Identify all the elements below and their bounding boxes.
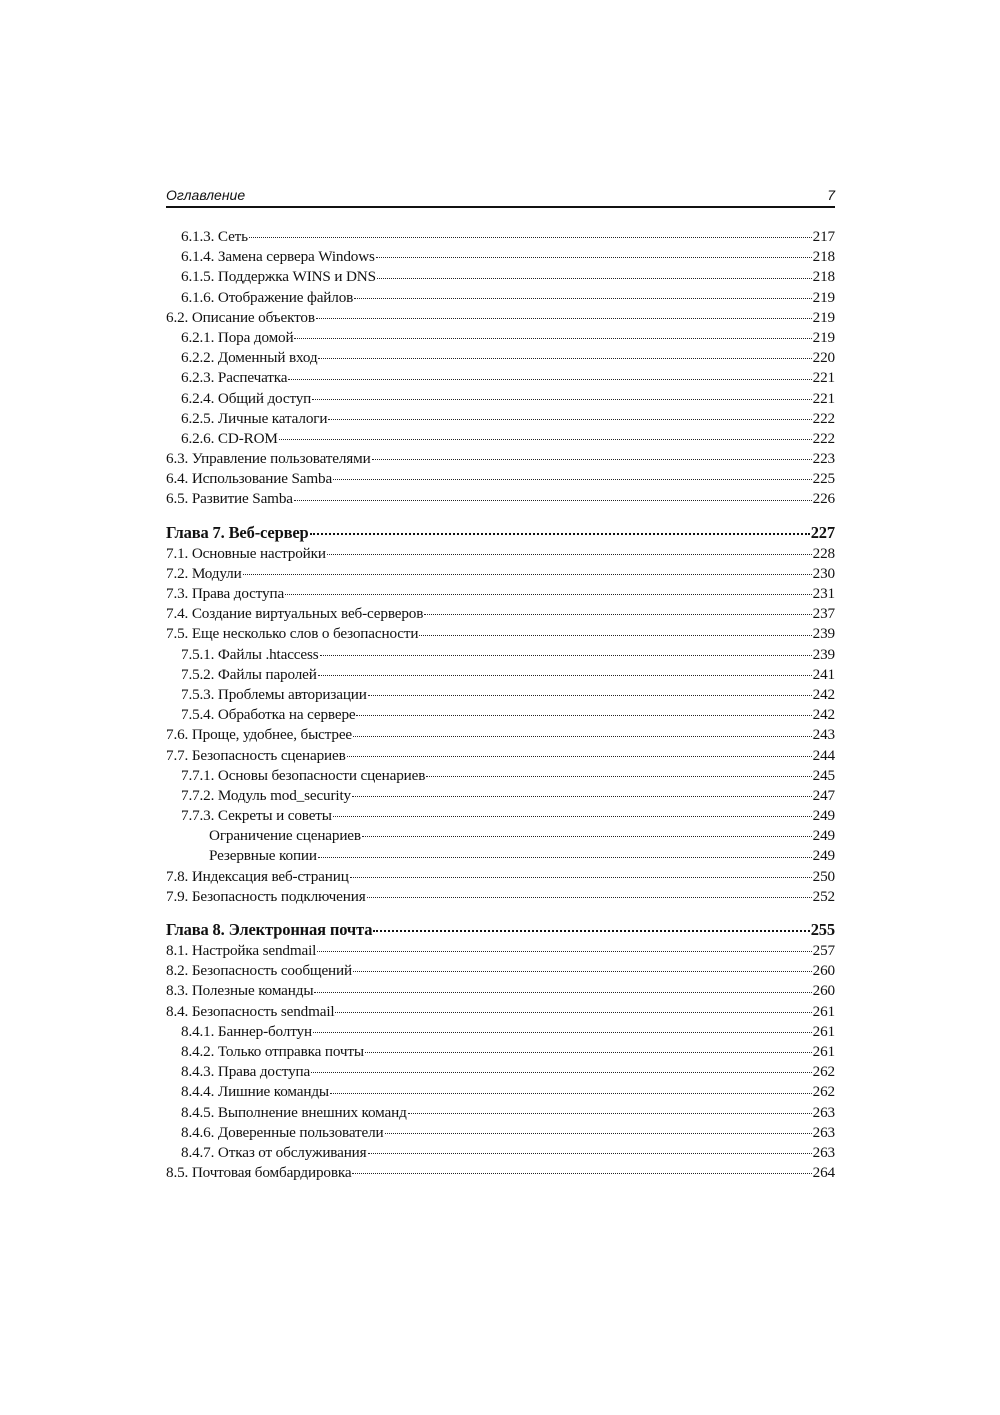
- toc-entry-page-number: 263: [812, 1143, 835, 1161]
- toc-entry-title: 8.5. Почтовая бомбардировка: [166, 1164, 352, 1182]
- toc-entry-page-number: 242: [812, 706, 835, 724]
- toc-entry-page-number: 239: [812, 645, 835, 663]
- toc-entry-page-number: 225: [812, 470, 835, 488]
- toc-entry-title: 6.4. Использование Samba: [166, 470, 333, 488]
- toc-chapter-entry[interactable]: [166, 522, 835, 544]
- toc-entry-title: 6.2.5. Личные каталоги: [181, 409, 328, 427]
- toc-entry-page-number: 257: [812, 942, 835, 959]
- dot-leader: [330, 1091, 812, 1094]
- toc-entry-title: 6.2.2. Доменный вход: [181, 349, 318, 367]
- dot-leader: [317, 949, 811, 952]
- dot-leader: [377, 276, 812, 279]
- toc-subsection-entry[interactable]: [166, 288, 835, 308]
- toc-entry-page-number: 237: [812, 605, 835, 623]
- toc-entry-page-number: 261: [812, 1042, 835, 1060]
- toc-subsection-entry[interactable]: [166, 368, 835, 388]
- dot-leader: [372, 457, 812, 460]
- toc-entry-title: 8.4.4. Лишние команды: [181, 1083, 329, 1101]
- toc-entry-title: 8.4. Безопасность sendmail: [166, 1002, 335, 1020]
- toc-entry-title: Резервные копии: [209, 847, 317, 865]
- dot-leader: [333, 814, 812, 817]
- toc-entry-title: 7.5.4. Обработка на сервере: [181, 706, 356, 724]
- dot-leader: [347, 754, 812, 757]
- toc-entry-page-number: 220: [812, 349, 835, 367]
- dot-leader: [318, 356, 811, 359]
- toc-entry-title: 7.7.3. Секреты и советы: [181, 807, 332, 825]
- toc-entry-page-number: 245: [812, 766, 835, 784]
- toc-entry-title: 7.9. Безопасность подключения: [166, 887, 366, 905]
- toc-subsection-entry[interactable]: [166, 328, 835, 348]
- toc-entry-page-number: 260: [812, 982, 835, 1000]
- dot-leader: [408, 1111, 812, 1114]
- dot-leader: [328, 417, 811, 420]
- toc-entry-page-number: 226: [812, 490, 835, 508]
- toc-entry-title: 7.3. Права доступа: [166, 585, 285, 602]
- toc-entry-title: 7.5.2. Файлы паролей: [181, 665, 317, 683]
- table-of-contents: [166, 227, 835, 1183]
- dot-leader: [368, 1151, 812, 1154]
- toc-entry-page-number: 228: [812, 544, 835, 562]
- toc-entry-title: 7.6. Проще, удобнее, быстрее: [166, 726, 353, 744]
- dot-leader: [288, 377, 811, 380]
- dot-leader: [426, 774, 811, 777]
- toc-section-entry[interactable]: [166, 489, 835, 509]
- toc-entry-title: 8.3. Полезные команды: [166, 982, 314, 1000]
- toc-entry-title: 7.5.3. Проблемы авторизации: [181, 685, 367, 703]
- toc-section-entry[interactable]: [166, 624, 835, 644]
- dot-leader: [313, 1030, 812, 1033]
- toc-entry-title: 6.1.5. Поддержка WINS и DNS: [181, 268, 376, 286]
- toc-subsection-entry[interactable]: [166, 429, 835, 449]
- running-head-page-number: 7: [827, 187, 835, 203]
- toc-entry-page-number: 249: [812, 827, 835, 845]
- toc-entry-title: 6.2.4. Общий доступ: [181, 389, 312, 407]
- toc-subsection-entry[interactable]: [166, 1062, 835, 1082]
- toc-subsection-entry[interactable]: [166, 766, 835, 786]
- toc-subsection-entry[interactable]: [166, 409, 835, 429]
- toc-subsection-entry[interactable]: [166, 267, 835, 287]
- dot-leader: [352, 794, 812, 797]
- toc-entry-page-number: 217: [812, 228, 835, 245]
- toc-subsection-entry[interactable]: [166, 665, 835, 685]
- toc-entry-title: 7.7.2. Модуль mod_security: [181, 786, 351, 804]
- toc-section-entry[interactable]: [166, 1163, 835, 1183]
- toc-subsection-entry[interactable]: [166, 705, 835, 725]
- toc-subsection-entry[interactable]: [166, 1103, 835, 1123]
- toc-entry-title: 8.4.3. Права доступа: [181, 1063, 311, 1081]
- toc-entry-title: 8.1. Настройка sendmail: [166, 942, 317, 959]
- dot-leader: [318, 673, 812, 676]
- running-head-title: Оглавление: [166, 187, 246, 203]
- toc-entry-page-number: 222: [812, 409, 835, 427]
- dot-leader: [385, 1131, 812, 1134]
- toc-entry-page-number: 262: [812, 1063, 835, 1081]
- dot-leader: [311, 1070, 812, 1073]
- toc-entry-title: 7.5.1. Файлы .htaccess: [181, 645, 319, 663]
- toc-section-entry[interactable]: [166, 544, 835, 564]
- dot-leader: [419, 633, 811, 636]
- toc-subsection-entry[interactable]: [166, 645, 835, 665]
- toc-section-entry[interactable]: [166, 469, 835, 489]
- toc-entry-title: 6.2.6. CD-ROM: [181, 429, 278, 447]
- toc-section-entry[interactable]: [166, 584, 835, 604]
- toc-subsection-entry[interactable]: [166, 227, 835, 247]
- toc-subsubsection-entry[interactable]: [166, 846, 835, 866]
- dot-leader: [367, 895, 812, 898]
- dot-leader: [310, 531, 810, 535]
- dot-leader: [365, 1050, 812, 1053]
- toc-entry-title: 6.2. Описание объектов: [166, 308, 315, 326]
- toc-entry-page-number: 231: [812, 585, 835, 602]
- dot-leader: [350, 875, 812, 878]
- toc-entry-page-number: 264: [812, 1164, 835, 1182]
- dot-leader: [424, 612, 811, 615]
- toc-section-entry[interactable]: [166, 308, 835, 328]
- toc-section-entry[interactable]: [166, 887, 835, 907]
- toc-entry-page-number: 249: [812, 807, 835, 825]
- toc-entry-page-number: 263: [812, 1103, 835, 1121]
- toc-section-entry[interactable]: [166, 981, 835, 1001]
- dot-leader: [279, 437, 812, 440]
- toc-entry-title: Глава 8. Электронная почта: [166, 920, 373, 939]
- toc-section-entry[interactable]: [166, 746, 835, 766]
- toc-entry-page-number: 260: [812, 962, 835, 980]
- toc-subsection-entry[interactable]: [166, 1143, 835, 1163]
- toc-section-entry[interactable]: [166, 1002, 835, 1022]
- toc-entry-page-number: 218: [812, 268, 835, 286]
- toc-entry-page-number: 242: [812, 685, 835, 703]
- toc-entry-page-number: 244: [812, 746, 835, 764]
- toc-entry-title: 7.8. Индексация веб-страниц: [166, 867, 349, 885]
- toc-entry-page-number: 239: [812, 625, 835, 643]
- toc-entry-title: 8.2. Безопасность сообщений: [166, 962, 352, 980]
- toc-entry-title: 7.2. Модули: [166, 564, 242, 582]
- toc-subsection-entry[interactable]: [166, 389, 835, 409]
- toc-subsection-entry[interactable]: [166, 806, 835, 826]
- toc-entry-page-number: 222: [812, 429, 835, 447]
- toc-entry-title: 8.4.7. Отказ от обслуживания: [181, 1143, 367, 1161]
- toc-subsection-entry[interactable]: [166, 1022, 835, 1042]
- toc-entry-title: 8.4.5. Выполнение внешних команд: [181, 1103, 407, 1121]
- toc-entry-title: 7.1. Основные настройки: [166, 544, 326, 562]
- toc-entry-page-number: 221: [812, 369, 835, 387]
- dot-leader: [362, 834, 812, 837]
- toc-subsection-entry[interactable]: [166, 1082, 835, 1102]
- toc-subsection-entry[interactable]: [166, 247, 835, 267]
- dot-leader: [314, 990, 811, 993]
- dot-leader: [312, 397, 811, 400]
- dot-leader: [249, 235, 812, 238]
- toc-subsubsection-entry[interactable]: [166, 826, 835, 846]
- toc-section-entry[interactable]: [166, 941, 835, 961]
- dot-leader: [327, 552, 812, 555]
- toc-entry-page-number: 227: [810, 522, 835, 542]
- header-rule: [166, 206, 835, 208]
- toc-subsection-entry[interactable]: [166, 786, 835, 806]
- dot-leader: [354, 296, 811, 299]
- dot-leader: [368, 693, 812, 696]
- toc-entry-page-number: 230: [812, 564, 835, 582]
- toc-entry-title: 8.4.2. Только отправка почты: [181, 1042, 364, 1060]
- toc-entry-page-number: 218: [812, 248, 835, 266]
- toc-entry-page-number: 241: [812, 665, 835, 683]
- toc-entry-title: Глава 7. Веб-сервер: [166, 522, 309, 542]
- dot-leader: [353, 969, 812, 972]
- toc-section-entry[interactable]: [166, 725, 835, 745]
- toc-entry-title: 6.1.3. Сеть: [181, 228, 248, 245]
- dot-leader: [335, 1010, 811, 1013]
- dot-leader: [243, 572, 812, 575]
- toc-entry-page-number: 261: [812, 1002, 835, 1020]
- toc-chapter-entry[interactable]: [166, 919, 835, 941]
- dot-leader: [285, 592, 812, 595]
- toc-section-entry[interactable]: [166, 449, 835, 469]
- toc-entry-title: 6.1.6. Отображение файлов: [181, 288, 354, 306]
- toc-entry-page-number: 249: [812, 847, 835, 865]
- toc-entry-title: 7.7.1. Основы безопасности сценариев: [181, 766, 426, 784]
- toc-entry-page-number: 223: [812, 450, 835, 468]
- toc-entry-page-number: 261: [812, 1022, 835, 1040]
- toc-entry-title: 7.7. Безопасность сценариев: [166, 746, 346, 764]
- toc-entry-title: 6.1.4. Замена сервера Windows: [181, 248, 375, 266]
- dot-leader: [376, 255, 812, 258]
- dot-leader: [320, 653, 812, 656]
- toc-entry-page-number: 219: [812, 328, 835, 346]
- toc-subsection-entry[interactable]: [166, 1042, 835, 1062]
- dot-leader: [373, 928, 809, 932]
- toc-entry-page-number: 263: [812, 1123, 835, 1141]
- toc-entry-page-number: 250: [812, 867, 835, 885]
- toc-subsection-entry[interactable]: [166, 348, 835, 368]
- dot-leader: [333, 477, 812, 480]
- toc-entry-page-number: 219: [812, 288, 835, 306]
- toc-section-entry[interactable]: [166, 604, 835, 624]
- toc-entry-title: 7.4. Создание виртуальных веб-серверов: [166, 605, 424, 623]
- toc-section-entry[interactable]: [166, 961, 835, 981]
- toc-subsection-entry[interactable]: [166, 1123, 835, 1143]
- toc-entry-title: 6.5. Развитие Samba: [166, 490, 293, 508]
- dot-leader: [356, 713, 811, 716]
- dot-leader: [316, 316, 812, 319]
- toc-entry-title: 8.4.1. Баннер-болтун: [181, 1022, 312, 1040]
- toc-entry-page-number: 255: [810, 920, 835, 939]
- toc-entry-title: 7.5. Еще несколько слов о безопасности: [166, 625, 419, 643]
- toc-entry-page-number: 262: [812, 1083, 835, 1101]
- toc-entry-page-number: 252: [812, 887, 835, 905]
- running-head: [166, 186, 835, 205]
- dot-leader: [294, 498, 812, 501]
- dot-leader: [352, 1171, 811, 1174]
- dot-leader: [353, 734, 812, 737]
- dot-leader: [318, 855, 812, 858]
- toc-entry-title: 8.4.6. Доверенные пользователи: [181, 1123, 384, 1141]
- toc-section-entry[interactable]: [166, 564, 835, 584]
- toc-subsection-entry[interactable]: [166, 685, 835, 705]
- toc-entry-page-number: 221: [812, 389, 835, 407]
- toc-entry-page-number: 247: [812, 786, 835, 804]
- toc-entry-title: Ограничение сценариев: [209, 827, 361, 845]
- dot-leader: [294, 336, 811, 339]
- toc-section-entry[interactable]: [166, 867, 835, 887]
- toc-page: [166, 186, 835, 1183]
- toc-entry-page-number: 219: [812, 308, 835, 326]
- toc-entry-title: 6.2.3. Распечатка: [181, 369, 288, 387]
- toc-entry-page-number: 243: [812, 726, 835, 744]
- toc-entry-title: 6.3. Управление пользователями: [166, 450, 371, 468]
- toc-entry-title: 6.2.1. Пора домой: [181, 328, 294, 346]
